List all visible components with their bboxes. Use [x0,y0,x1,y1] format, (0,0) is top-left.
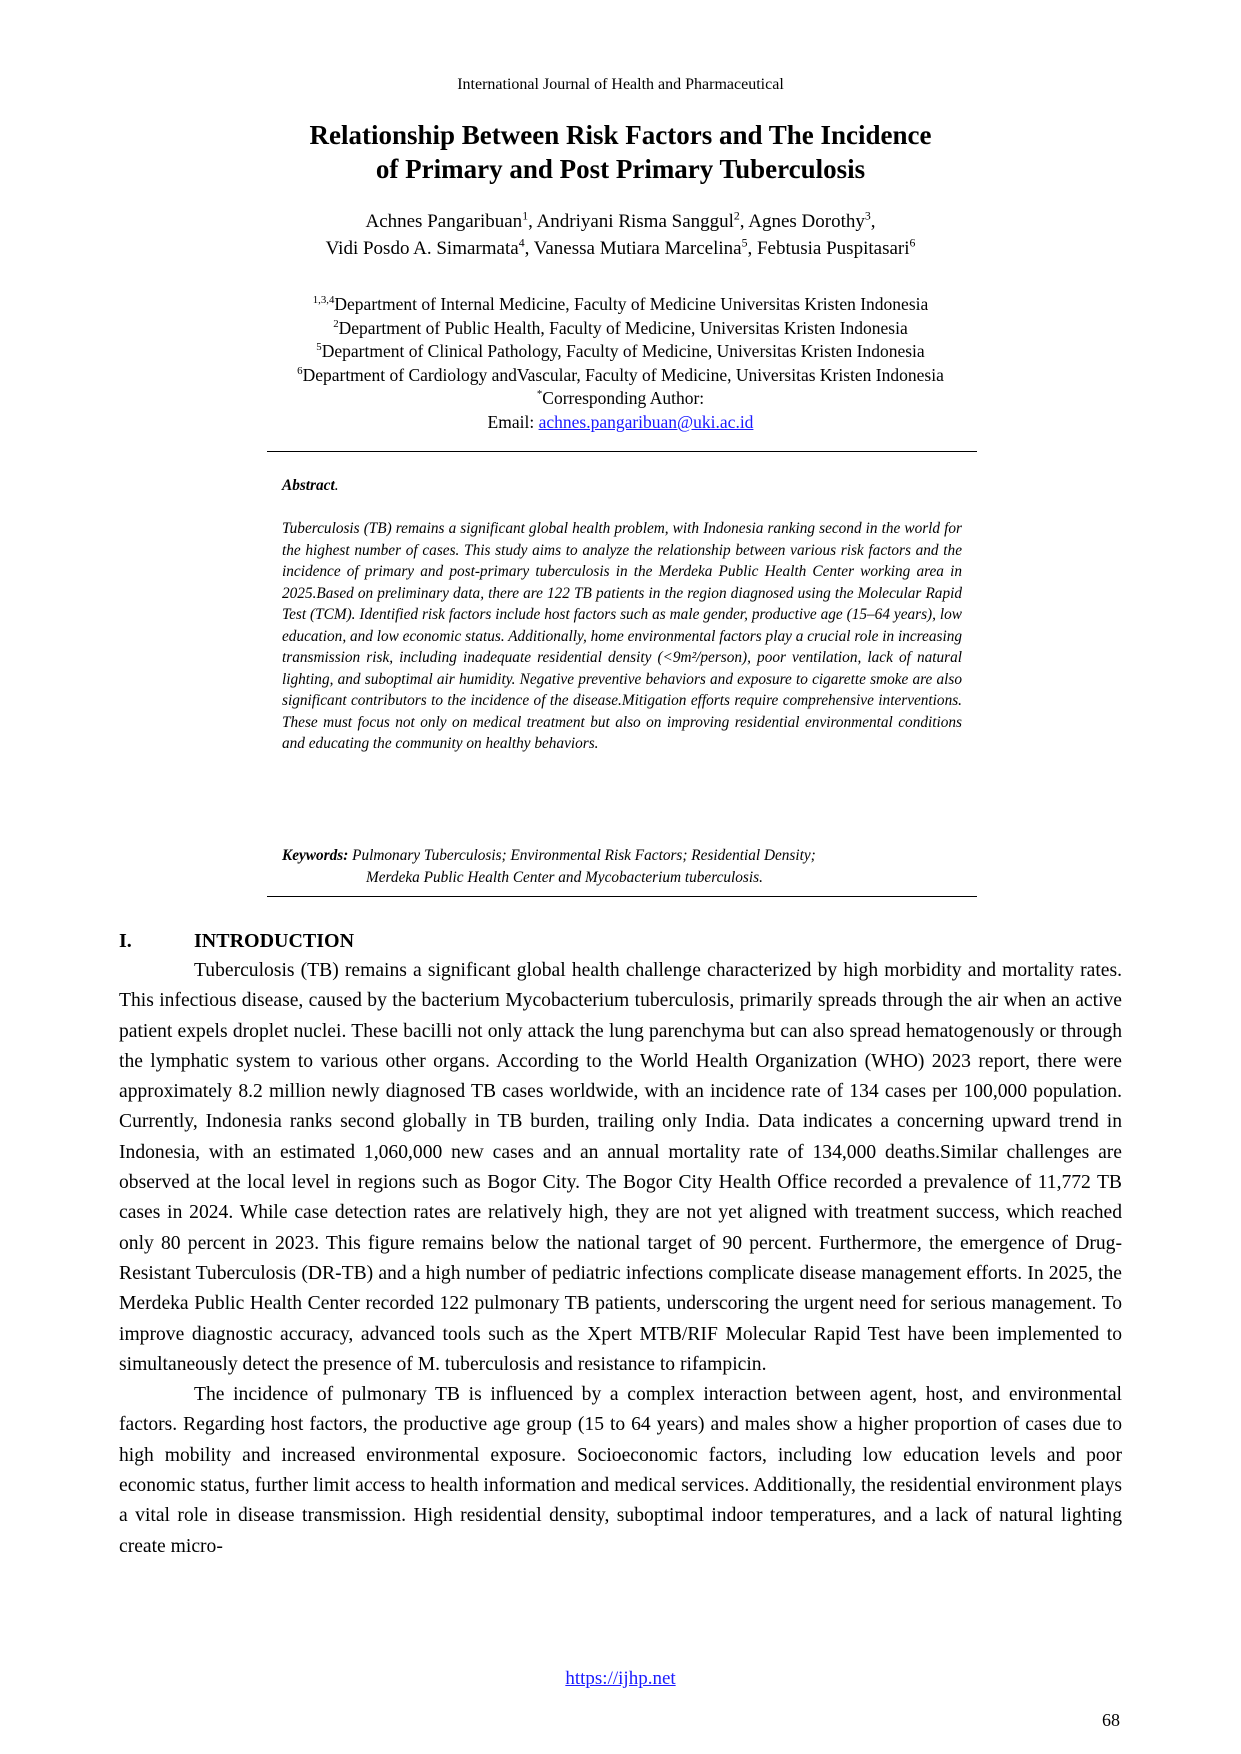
abstract-label: Abstract [282,477,335,494]
section-heading [119,930,354,953]
keywords-label: Keywords: [282,847,349,864]
affiliation-text: Department of Cardiology andVascular, Faculty of Medicine, Universitas Kristen Indonesia [302,364,944,385]
section-number: I. [119,930,132,952]
author-name: Achnes Pangaribuan [365,211,523,232]
author-affiliation-mark: 6 [909,236,916,250]
abstract-label-period: . [334,477,339,494]
corresponding-author-label: Corresponding Author: [542,388,705,408]
affiliation-line [0,293,1241,317]
body-paragraph: Tuberculosis (TB) remains a significant global health challenge characterized by high morbidity and mortality rates. This infectious disease, caused by the bacterium Mycobacterium tuberculosis, primarily spreads through the air when an active patient expels droplet nuclei. These bacilli not only attack the lung parenchyma but can also spread hematogenously or through the lymphatic system to various other organs. According to the World Health Organization (WHO) 2023 report, there were approximately 8.2 million newly diagnosed TB cases worldwide, with an incidence rate of 134 cases per 100,000 population. Currently, Indonesia ranks second globally in TB burden, trailing only India. Data indicates a concerning upward trend in Indonesia, with an estimated 1,060,000 new cases and an annual mortality rate of 134,000 deaths.Similar challenges are observed at the local level in regions such as Bogor City. The Bogor City Health Office recorded a prevalence of 11,772 TB cases in 2024. While case detection rates are relatively high, they are not yet aligned with treatment success, which reached only 80 percent in 2023. This figure remains below the national target of 90 percent. Furthermore, the emergence of Drug-Resistant Tuberculosis (DR-TB) and a high number of pediatric infections complicate disease management efforts. In 2025, the Merdeka Public Health Center recorded 122 pulmonary TB patients, underscoring the urgent need for serious management. To improve diagnostic accuracy, advanced tools such as the Xpert MTB/RIF Molecular Rapid Test have been implemented to simultaneously detect the presence of M. tuberculosis and resistance to rifampicin. [119,960,1122,1375]
author-name: , Andriyani Risma Sanggul [528,211,734,232]
email-link[interactable]: achnes.pangaribuan@uki.ac.id [538,411,754,432]
affiliation-line [0,364,1241,388]
email-line [0,411,1241,435]
abstract-heading [282,477,962,495]
page-number: 68 [1102,1710,1120,1730]
affiliation-text: Department of Clinical Pathology, Faculty of Medicine, Universitas Kristen Indonesia [321,341,925,361]
author-line-2 [0,235,1241,262]
affiliation-mark: 5 [316,341,322,354]
footer [0,1668,1241,1690]
affiliation-text: Department of Public Health, Faculty of Medicine, Universitas Kristen Indonesia [338,317,908,338]
section-body [119,956,1122,1562]
affiliation-mark: 6 [297,364,303,377]
author-name: , Vanessa Mutiara Marcelina [524,238,742,259]
corresponding-author-line [0,387,1241,411]
author-affiliation-mark: 2 [733,209,740,223]
paper-title-line-1: Relationship Between Risk Factors and The Incidence [309,120,932,150]
email-label: Email: [487,411,539,432]
journal-name: International Journal of Health and Pharmaceutical [457,76,784,93]
author-list [0,208,1241,262]
author-name: Vidi Posdo A. Simarmata [325,238,519,259]
section-title: INTRODUCTION [194,930,355,952]
author-affiliation-mark: 3 [864,209,871,223]
author-affiliation-mark: 5 [741,236,748,250]
keywords-text: Pulmonary Tuberculosis; Environmental Risk Factors; Residential Density; [348,847,816,864]
affiliation-mark: 2 [333,317,339,330]
abstract-bottom-rule [267,896,977,897]
author-affiliation-mark: 1 [522,209,529,223]
keywords [282,845,962,888]
author-affiliation-mark: 4 [518,236,525,250]
affiliation-line [0,317,1241,341]
author-line-1 [0,208,1241,235]
keywords-line-1 [282,845,962,867]
corresponding-mark: * [536,388,543,401]
paper-title [0,118,1241,186]
abstract-text: Tuberculosis (TB) remains a significant global health problem, with Indonesia ranking second in the world for the highest number of cases. This study aims to analyze the relationship between various risk factors and the incidence of primary and post-primary tuberculosis in the Merdeka Public Health Center working area in 2025.Based on preliminary data, there are 122 TB patients in the region diagnosed using the Molecular Rapid Test (TCM). Identified risk factors include host factors such as male gender, productive age (15–64 years), low education, and low economic status. Additionally, home environmental factors play a crucial role in increasing transmission risk, including inadequate residential density (<9m²/person), poor ventilation, lack of natural lighting, and suboptimal air humidity. Negative preventive behaviors and exposure to cigarette smoke are also significant contributors to the incidence of the disease.Mitigation efforts require comprehensive interventions. These must focus not only on medical treatment but also on improving residential environmental conditions and educating the community on healthy behaviors. [282,520,962,752]
author-name: , Febtusia Puspitasari [747,238,910,259]
abstract-top-rule [267,451,977,452]
author-separator: , [870,211,876,232]
body-paragraph: The incidence of pulmonary TB is influenced by a complex interaction between agent, host, and environmental factors. Regarding host factors, the productive age group (15 to 64 years) and males show a higher proportion of cases due to high mobility and increased environmental exposure. Socioeconomic factors, including low education levels and poor economic status, further limit access to health information and medical services. Additionally, the residential environment plays a vital role in disease transmission. High residential density, suboptimal indoor temperatures, and a lack of natural lighting create micro- [119,1384,1122,1557]
keywords-line-2: Merdeka Public Health Center and Mycobacterium tuberculosis. [366,868,763,886]
affiliation-line [0,340,1241,364]
paper-title-line-2: of Primary and Post Primary Tuberculosis [375,154,866,184]
author-name: , Agnes Dorothy [739,211,865,232]
journal-url-link[interactable]: https://ijhp.net [565,1668,676,1689]
affiliation-text: Department of Internal Medicine, Faculty of Medicine Universitas Kristen Indonesia [334,294,929,314]
affiliation-list [0,293,1241,434]
affiliation-mark: 1,3,4 [312,294,335,307]
